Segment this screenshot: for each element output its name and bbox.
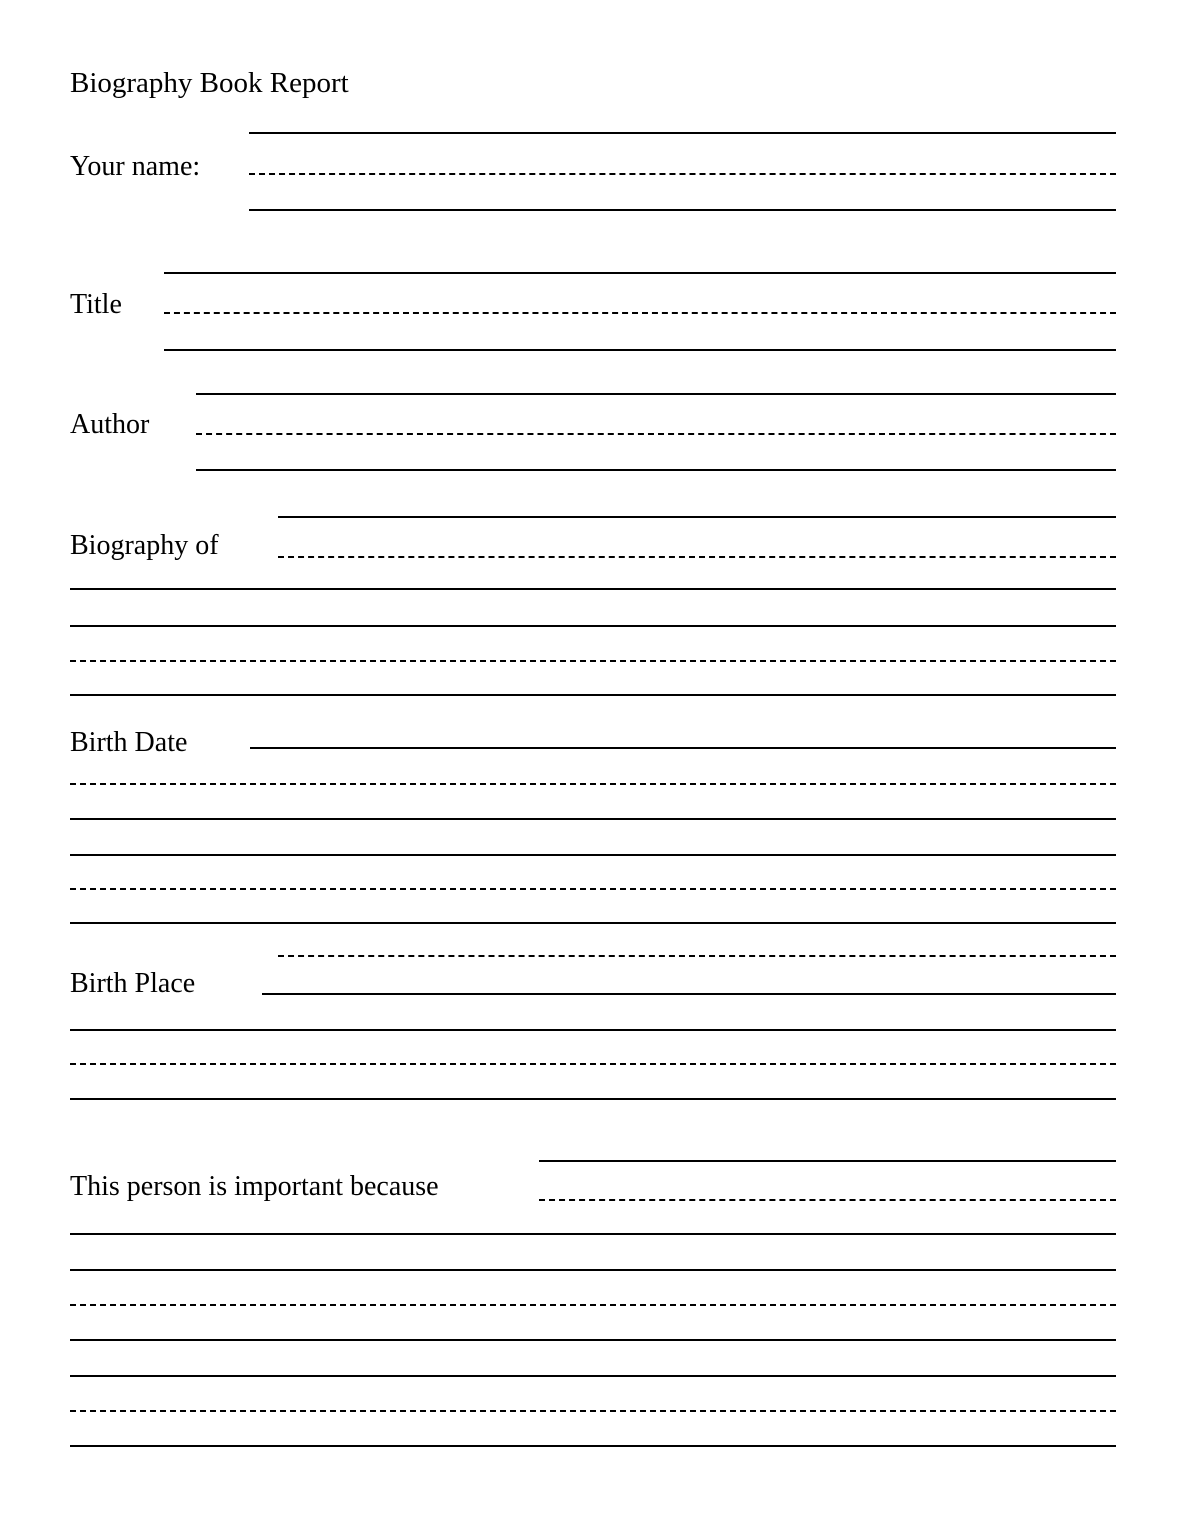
writing-line[interactable] — [70, 1375, 1116, 1377]
field-label-birth-place: Birth Place — [70, 968, 196, 999]
field-label-birth-date: Birth Date — [70, 727, 188, 758]
writing-line-dashed[interactable] — [70, 660, 1116, 662]
field-label-title: Title — [70, 289, 122, 320]
writing-line[interactable] — [70, 588, 1116, 590]
writing-line-dashed[interactable] — [70, 1304, 1116, 1306]
writing-line[interactable] — [262, 993, 1116, 995]
writing-line[interactable] — [70, 818, 1116, 820]
writing-line[interactable] — [250, 747, 1116, 749]
writing-line[interactable] — [70, 1233, 1116, 1235]
writing-line[interactable] — [70, 1029, 1116, 1031]
writing-line[interactable] — [70, 922, 1116, 924]
writing-line-dashed[interactable] — [278, 955, 1116, 957]
writing-line[interactable] — [249, 209, 1116, 211]
writing-line[interactable] — [196, 393, 1116, 395]
writing-line[interactable] — [278, 516, 1116, 518]
writing-line[interactable] — [70, 625, 1116, 627]
writing-line[interactable] — [539, 1160, 1116, 1162]
writing-line-dashed[interactable] — [70, 1063, 1116, 1065]
field-label-biography-of: Biography of — [70, 530, 219, 561]
writing-line[interactable] — [164, 272, 1116, 274]
writing-line[interactable] — [196, 469, 1116, 471]
field-label-author: Author — [70, 409, 150, 440]
writing-line[interactable] — [249, 132, 1116, 134]
writing-line[interactable] — [70, 1098, 1116, 1100]
writing-line[interactable] — [70, 854, 1116, 856]
writing-line-dashed[interactable] — [278, 556, 1116, 558]
writing-line[interactable] — [70, 694, 1116, 696]
field-label-importance: This person is important because — [70, 1171, 439, 1202]
writing-line[interactable] — [70, 1269, 1116, 1271]
writing-line-dashed[interactable] — [196, 433, 1116, 435]
field-label-your-name: Your name: — [70, 151, 201, 182]
writing-line[interactable] — [164, 349, 1116, 351]
writing-line[interactable] — [70, 1445, 1116, 1447]
writing-line-dashed[interactable] — [70, 888, 1116, 890]
page-title: Biography Book Report — [70, 67, 349, 99]
writing-line-dashed[interactable] — [249, 173, 1116, 175]
writing-line-dashed[interactable] — [539, 1199, 1116, 1201]
writing-line-dashed[interactable] — [70, 1410, 1116, 1412]
writing-line-dashed[interactable] — [164, 312, 1116, 314]
writing-line-dashed[interactable] — [70, 783, 1116, 785]
writing-line[interactable] — [70, 1339, 1116, 1341]
